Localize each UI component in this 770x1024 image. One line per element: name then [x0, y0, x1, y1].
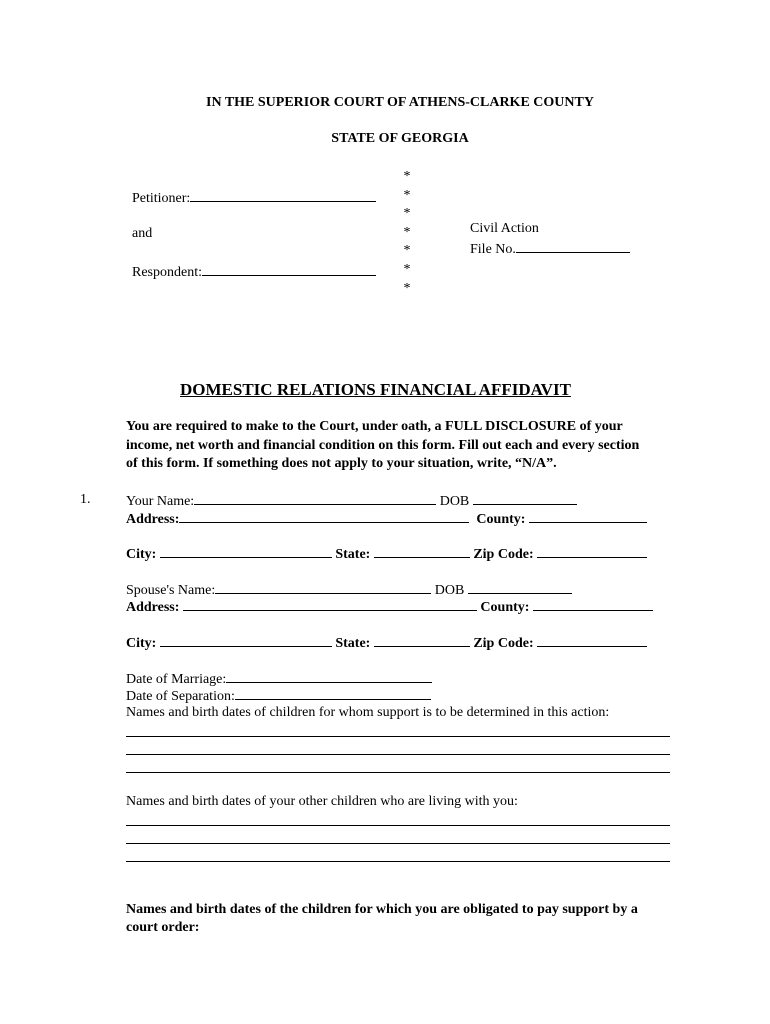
spouse-city-label: City:: [126, 636, 157, 651]
your-name-field[interactable]: [194, 491, 436, 505]
spouse-address-label: Address:: [126, 600, 180, 615]
spouse-name-field[interactable]: [215, 580, 431, 594]
city-field[interactable]: [160, 544, 332, 558]
address-row: [126, 509, 647, 529]
date-of-separation-row: [126, 686, 431, 706]
instructions-line: You are required to make to the Court, under oath, a FULL DISCLOSURE of your: [126, 419, 623, 434]
file-no-label: File No.: [470, 242, 516, 257]
address-field[interactable]: [179, 509, 469, 523]
spouse-address-row: [126, 597, 653, 617]
children-support-line[interactable]: [126, 736, 670, 737]
instructions-line: income, net worth and financial condition on this form. Fill out each and every section: [126, 438, 640, 453]
petitioner-row: [132, 188, 376, 208]
spouse-county-label: County:: [480, 600, 530, 615]
petitioner-label: Petitioner:: [132, 191, 191, 206]
spouse-county-field[interactable]: [533, 597, 653, 611]
state-heading: STATE OF GEORGIA: [331, 131, 469, 146]
spouse-state-label: State:: [335, 636, 371, 651]
spouse-dob-label: DOB: [434, 583, 465, 598]
city-row: [126, 544, 647, 564]
your-name-label: Your Name:: [126, 494, 195, 509]
caption-separator: *: [403, 262, 411, 277]
respondent-field[interactable]: [202, 262, 376, 276]
spouse-dob-field[interactable]: [468, 580, 572, 594]
file-no-row: [470, 239, 630, 259]
other-children-line[interactable]: [126, 843, 670, 844]
file-no-field[interactable]: [516, 239, 630, 253]
instructions-line: of this form. If something does not apply to your situation, write, “N/A”.: [126, 456, 557, 471]
and-label: and: [132, 226, 153, 241]
date-of-marriage-label: Date of Marriage:: [126, 672, 227, 687]
city-label: City:: [126, 547, 157, 562]
obligated-children-label: Names and birth dates of the children for which you are obligated to pay support by a: [126, 902, 638, 917]
state-field[interactable]: [374, 544, 470, 558]
state-label: State:: [335, 547, 371, 562]
dob-label: DOB: [439, 494, 470, 509]
spouse-city-row: [126, 633, 647, 653]
zip-field[interactable]: [537, 544, 647, 558]
obligated-children-label-cont: court order:: [126, 920, 200, 935]
court-heading: IN THE SUPERIOR COURT OF ATHENS-CLARKE COUNTY: [206, 95, 594, 110]
civil-action-label: Civil Action: [470, 221, 539, 236]
spouse-zip-field[interactable]: [537, 633, 647, 647]
dob-field[interactable]: [473, 491, 577, 505]
date-of-separation-label: Date of Separation:: [126, 689, 235, 704]
spouse-address-field[interactable]: [183, 597, 477, 611]
spouse-state-field[interactable]: [374, 633, 470, 647]
your-name-row: [126, 491, 577, 511]
zip-label: Zip Code:: [473, 547, 534, 562]
children-support-line[interactable]: [126, 754, 670, 755]
address-label: Address:: [126, 512, 180, 527]
petitioner-field[interactable]: [190, 188, 376, 202]
caption-separator: *: [403, 169, 411, 184]
spouse-city-field[interactable]: [160, 633, 332, 647]
respondent-row: [132, 262, 376, 282]
spouse-zip-label: Zip Code:: [473, 636, 534, 651]
other-children-line[interactable]: [126, 825, 670, 826]
date-of-separation-field[interactable]: [235, 686, 431, 700]
county-field[interactable]: [529, 509, 647, 523]
other-children-line[interactable]: [126, 861, 670, 862]
children-support-label: Names and birth dates of children for whom support is to be determined in this action:: [126, 705, 610, 720]
document-title: DOMESTIC RELATIONS FINANCIAL AFFIDAVIT: [180, 380, 571, 399]
county-label: County:: [476, 512, 526, 527]
caption-separator: *: [403, 243, 411, 258]
date-of-marriage-field[interactable]: [226, 669, 432, 683]
caption-separator: *: [403, 206, 411, 221]
spouse-name-label: Spouse's Name:: [126, 583, 216, 598]
caption-separator: *: [403, 188, 411, 203]
caption-separator: *: [403, 225, 411, 240]
caption-separator: *: [403, 281, 411, 296]
children-support-line[interactable]: [126, 772, 670, 773]
section-number: 1.: [80, 492, 91, 507]
respondent-label: Respondent:: [132, 265, 202, 280]
other-children-label: Names and birth dates of your other children who are living with you:: [126, 794, 518, 809]
